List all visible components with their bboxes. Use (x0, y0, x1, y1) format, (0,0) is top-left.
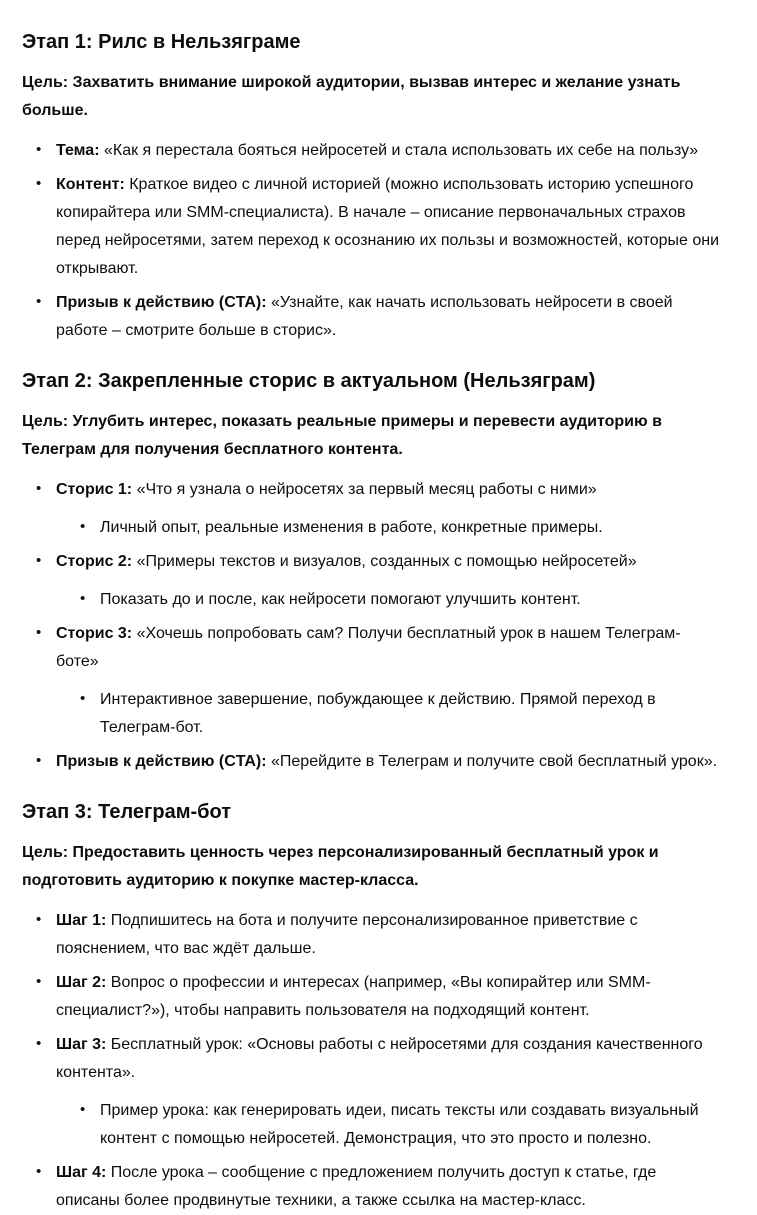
sub-bullet-list (56, 1097, 721, 1153)
bullet-icon: • (80, 590, 86, 607)
list-item (36, 289, 721, 345)
bullet-icon: • (36, 141, 42, 158)
sub-bullet-list (56, 686, 721, 742)
list-item (36, 748, 721, 776)
list-item (36, 137, 721, 165)
section-stage-1 (22, 30, 721, 345)
bullet-label: Шаг 1: (56, 912, 107, 929)
list-item (36, 969, 721, 1025)
bullet-label: Сторис 2: (56, 553, 133, 570)
bullet-icon: • (36, 480, 42, 497)
bullet-text: «Как я перестала бояться нейросетей и стала использовать их себе на пользу» (103, 142, 699, 159)
bullet-text: «Хочешь попробовать сам? Получи бесплатный урок в нашем Телеграм-боте» (56, 625, 681, 670)
bullet-label: Тема: (56, 142, 100, 159)
bullet-icon: • (80, 1101, 86, 1118)
sub-bullet-text: Интерактивное завершение, побуждающее к действию. Прямой переход в Телеграм-бот. (100, 691, 656, 736)
bullet-icon: • (36, 175, 42, 192)
sub-list-item (80, 686, 721, 742)
bullet-icon: • (80, 518, 86, 535)
bullet-text: «Что я узнала о нейросетях за первый месяц работы с ними» (136, 481, 597, 498)
bullet-icon: • (36, 973, 42, 990)
goal-paragraph: Цель: Захватить внимание широкой аудитории, вызвав интерес и желание узнать больше. (22, 74, 681, 119)
bullet-list (22, 907, 721, 1215)
bullet-text: Бесплатный урок: «Основы работы с нейросетями для создания качественного контента». (56, 1036, 703, 1081)
bullet-text: После урока – сообщение с предложением получить доступ к статье, где описаны более продвинутые техники, а также ссылка на мастер-класс. (56, 1164, 657, 1209)
bullet-label: Призыв к действию (CTA): (56, 294, 267, 311)
list-item (36, 476, 721, 542)
bullet-text: Подпишитесь на бота и получите персонализированное приветствие с пояснением, что вас ждёт дальше. (56, 912, 638, 957)
bullet-text: Вопрос о профессии и интересах (например, «Вы копирайтер или SMM-специалист?»), чтобы направить пользователя на подходящий контент. (56, 974, 651, 1019)
bullet-label: Шаг 2: (56, 974, 107, 991)
bullet-label: Сторис 3: (56, 625, 133, 642)
bullet-text: «Узнайте, как начать использовать нейросети в своей работе – смотрите больше в сторис». (56, 294, 673, 339)
bullet-text: «Перейдите в Телеграм и получите свой бесплатный урок». (271, 753, 718, 770)
sub-list-item (80, 514, 721, 542)
section-heading: Этап 1: Рилс в Нельзяграме (22, 31, 301, 53)
sub-bullet-text: Личный опыт, реальные изменения в работе, конкретные примеры. (100, 519, 603, 536)
bullet-icon: • (36, 624, 42, 641)
bullet-icon: • (36, 752, 42, 769)
list-item (36, 1031, 721, 1153)
bullet-label: Шаг 3: (56, 1036, 107, 1053)
bullet-list (22, 476, 721, 776)
section-stage-2 (22, 369, 721, 776)
bullet-icon: • (36, 911, 42, 928)
bullet-icon: • (36, 293, 42, 310)
bullet-label: Шаг 4: (56, 1164, 107, 1181)
bullet-text: «Примеры текстов и визуалов, созданных с помощью нейросетей» (136, 553, 637, 570)
bullet-list (22, 137, 721, 345)
section-heading: Этап 2: Закрепленные сторис в актуальном (Нельзяграм) (22, 370, 596, 392)
sub-bullet-text: Показать до и после, как нейросети помогают улучшить контент. (100, 591, 581, 608)
section-heading: Этап 3: Телеграм-бот (22, 801, 232, 823)
section-stage-3 (22, 800, 721, 1215)
bullet-icon: • (36, 1035, 42, 1052)
sub-list-item (80, 586, 721, 614)
goal-paragraph: Цель: Предоставить ценность через персонализированный бесплатный урок и подготовить аудиторию к покупке мастер-класса. (22, 844, 659, 889)
bullet-label: Призыв к действию (CTA): (56, 753, 267, 770)
bullet-text: Краткое видео с личной историей (можно использовать историю успешного копирайтера или SMM-специалиста). В начале – описание первоначальных страхов перед нейросетями, затем переход к осознанию их пользы и возможностей, которые они открывают. (56, 176, 720, 277)
sub-bullet-list (56, 586, 721, 614)
list-item (36, 620, 721, 742)
list-item (36, 907, 721, 963)
goal-paragraph: Цель: Углубить интерес, показать реальные примеры и перевести аудиторию в Телеграм для получения бесплатного контента. (22, 413, 662, 458)
bullet-icon: • (80, 690, 86, 707)
bullet-label: Контент: (56, 176, 125, 193)
bullet-label: Сторис 1: (56, 481, 133, 498)
sub-list-item (80, 1097, 721, 1153)
bullet-icon: • (36, 1163, 42, 1180)
bullet-icon: • (36, 552, 42, 569)
list-item (36, 548, 721, 614)
list-item (36, 1159, 721, 1215)
list-item (36, 171, 721, 283)
sub-bullet-list (56, 514, 721, 542)
sub-bullet-text: Пример урока: как генерировать идеи, писать тексты или создавать визуальный контент с помощью нейросетей. Демонстрация, что это просто и полезно. (100, 1102, 699, 1147)
